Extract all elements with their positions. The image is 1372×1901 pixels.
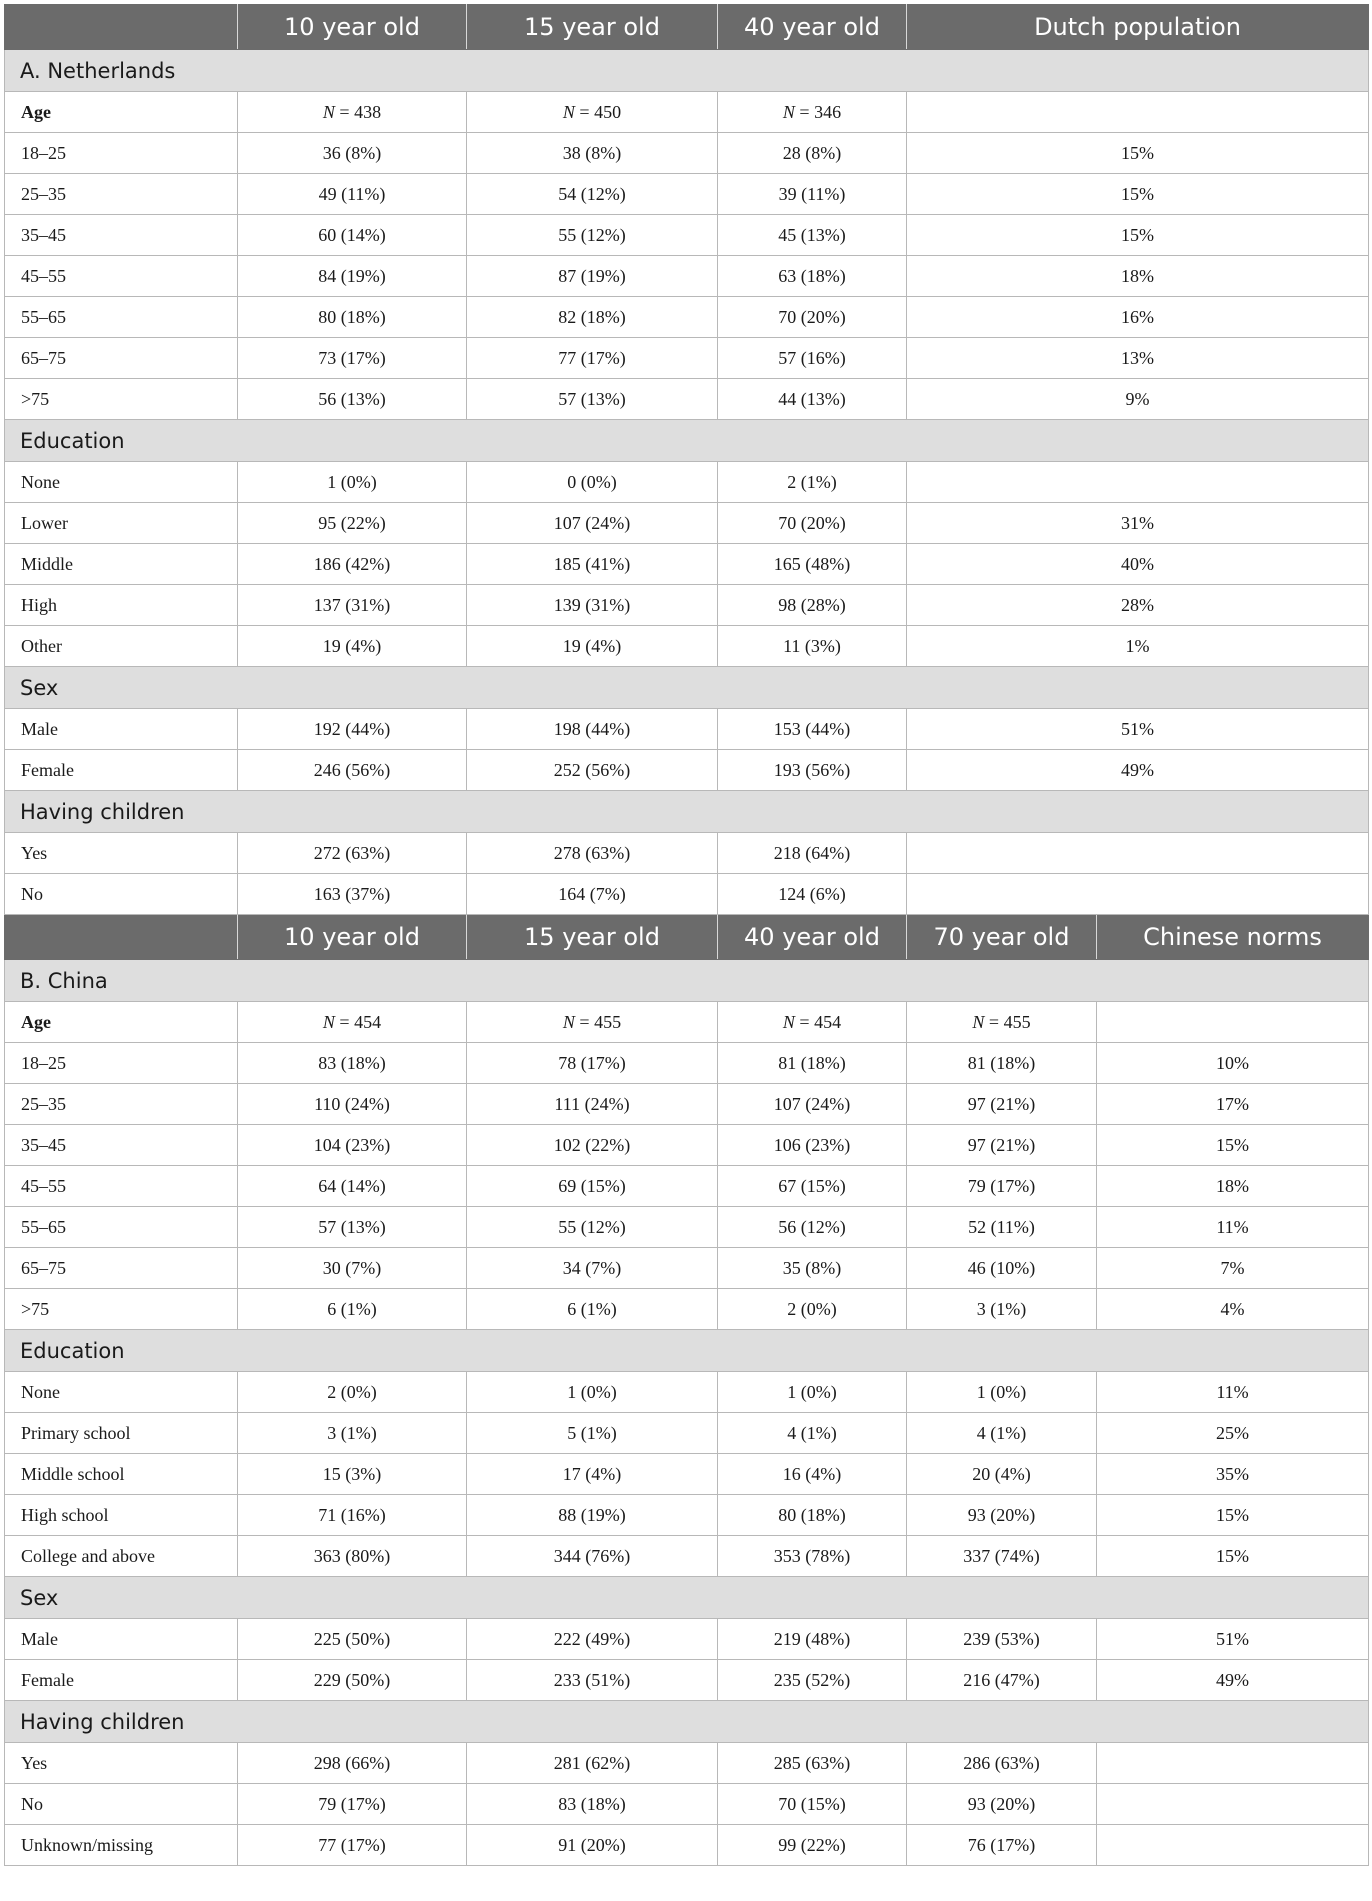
- count-cell: 286 (63%): [907, 1743, 1097, 1784]
- count-cell: 285 (63%): [718, 1743, 907, 1784]
- population-cell: [1097, 1784, 1369, 1825]
- population-cell: 17%: [1097, 1084, 1369, 1125]
- sample-size-cell: [907, 1002, 1097, 1043]
- equals-sign: =: [984, 1011, 1004, 1032]
- table-row: [5, 1289, 1369, 1330]
- count-cell: 186 (42%): [238, 544, 467, 585]
- population-cell: [907, 874, 1369, 915]
- section-title: Education: [5, 1330, 1369, 1372]
- table-row: [5, 1372, 1369, 1413]
- table-row: [5, 256, 1369, 297]
- population-cell: [1097, 1002, 1369, 1043]
- row-label: 45–55: [5, 1166, 238, 1207]
- count-cell: 49 (11%): [238, 174, 467, 215]
- count-cell: 107 (24%): [718, 1084, 907, 1125]
- population-cell: 28%: [907, 585, 1369, 626]
- column-header: 40 year old: [718, 915, 907, 960]
- sample-size-value: 455: [1003, 1011, 1031, 1032]
- count-cell: 124 (6%): [718, 874, 907, 915]
- count-cell: 76 (17%): [907, 1825, 1097, 1866]
- row-label: None: [5, 1372, 238, 1413]
- count-cell: 192 (44%): [238, 709, 467, 750]
- count-cell: 1 (0%): [718, 1372, 907, 1413]
- count-cell: 107 (24%): [467, 503, 718, 544]
- table-row: [5, 833, 1369, 874]
- count-cell: 80 (18%): [718, 1495, 907, 1536]
- count-cell: 363 (80%): [238, 1536, 467, 1577]
- count-cell: 233 (51%): [467, 1660, 718, 1701]
- count-cell: 38 (8%): [467, 133, 718, 174]
- sample-size-cell: [467, 1002, 718, 1043]
- count-cell: 278 (63%): [467, 833, 718, 874]
- population-cell: 13%: [907, 338, 1369, 379]
- row-label: Male: [5, 709, 238, 750]
- table-row: [5, 1454, 1369, 1495]
- count-cell: 218 (64%): [718, 833, 907, 874]
- row-label: College and above: [5, 1536, 238, 1577]
- equals-sign: =: [334, 101, 355, 122]
- count-cell: 78 (17%): [467, 1043, 718, 1084]
- count-cell: 5 (1%): [467, 1413, 718, 1454]
- row-label: No: [5, 874, 238, 915]
- equals-sign: =: [334, 1011, 355, 1032]
- row-label: >75: [5, 1289, 238, 1330]
- column-header-row: [5, 915, 1369, 960]
- population-cell: 7%: [1097, 1248, 1369, 1289]
- count-cell: 163 (37%): [238, 874, 467, 915]
- section-education: [5, 1330, 1369, 1372]
- count-cell: 77 (17%): [467, 338, 718, 379]
- section-title: B. China: [5, 960, 1369, 1002]
- section-title: Having children: [5, 1701, 1369, 1743]
- count-cell: 71 (16%): [238, 1495, 467, 1536]
- n-symbol: N: [322, 1011, 335, 1032]
- count-cell: 15 (3%): [238, 1454, 467, 1495]
- sample-size-row: [5, 92, 1369, 133]
- row-label: Lower: [5, 503, 238, 544]
- count-cell: 2 (0%): [718, 1289, 907, 1330]
- population-cell: 15%: [907, 174, 1369, 215]
- column-header: 15 year old: [467, 5, 718, 50]
- count-cell: 56 (13%): [238, 379, 467, 420]
- count-cell: 81 (18%): [718, 1043, 907, 1084]
- count-cell: 111 (24%): [467, 1084, 718, 1125]
- population-cell: 18%: [1097, 1166, 1369, 1207]
- sample-size-cell: [467, 92, 718, 133]
- n-symbol: N: [782, 101, 795, 122]
- row-label: 35–45: [5, 1125, 238, 1166]
- table-row: [5, 1660, 1369, 1701]
- column-header: 15 year old: [467, 915, 718, 960]
- column-header: 70 year old: [907, 915, 1097, 960]
- population-cell: 40%: [907, 544, 1369, 585]
- demographics-table-container: [4, 4, 1368, 1866]
- column-header: Chinese norms: [1097, 915, 1369, 960]
- equals-sign: =: [574, 101, 595, 122]
- sample-size-value: 454: [814, 1011, 842, 1032]
- count-cell: 281 (62%): [467, 1743, 718, 1784]
- sample-size-value: 346: [814, 101, 842, 122]
- row-label: 35–45: [5, 215, 238, 256]
- count-cell: 57 (16%): [718, 338, 907, 379]
- table-row: [5, 709, 1369, 750]
- count-cell: 219 (48%): [718, 1619, 907, 1660]
- n-symbol: N: [562, 1011, 575, 1032]
- count-cell: 73 (17%): [238, 338, 467, 379]
- count-cell: 16 (4%): [718, 1454, 907, 1495]
- count-cell: 4 (1%): [907, 1413, 1097, 1454]
- n-symbol: N: [782, 1011, 795, 1032]
- population-cell: 1%: [907, 626, 1369, 667]
- table-row: [5, 544, 1369, 585]
- row-label: Middle: [5, 544, 238, 585]
- count-cell: 91 (20%): [467, 1825, 718, 1866]
- section-having-children: [5, 1701, 1369, 1743]
- count-cell: 46 (10%): [907, 1248, 1097, 1289]
- row-label: None: [5, 462, 238, 503]
- population-cell: 51%: [1097, 1619, 1369, 1660]
- count-cell: 93 (20%): [907, 1495, 1097, 1536]
- column-header: 10 year old: [238, 5, 467, 50]
- row-label: 55–65: [5, 1207, 238, 1248]
- sample-size-row: [5, 1002, 1369, 1043]
- count-cell: 3 (1%): [238, 1413, 467, 1454]
- count-cell: 252 (56%): [467, 750, 718, 791]
- count-cell: 87 (19%): [467, 256, 718, 297]
- count-cell: 54 (12%): [467, 174, 718, 215]
- table-row: [5, 1207, 1369, 1248]
- count-cell: 216 (47%): [907, 1660, 1097, 1701]
- row-label: High school: [5, 1495, 238, 1536]
- population-cell: 49%: [1097, 1660, 1369, 1701]
- count-cell: 6 (1%): [238, 1289, 467, 1330]
- section-title: Education: [5, 420, 1369, 462]
- population-cell: 15%: [1097, 1495, 1369, 1536]
- sample-size-cell: [238, 1002, 467, 1043]
- count-cell: 93 (20%): [907, 1784, 1097, 1825]
- population-cell: 15%: [1097, 1536, 1369, 1577]
- count-cell: 79 (17%): [907, 1166, 1097, 1207]
- count-cell: 0 (0%): [467, 462, 718, 503]
- count-cell: 70 (15%): [718, 1784, 907, 1825]
- count-cell: 44 (13%): [718, 379, 907, 420]
- count-cell: 1 (0%): [238, 462, 467, 503]
- count-cell: 344 (76%): [467, 1536, 718, 1577]
- count-cell: 55 (12%): [467, 1207, 718, 1248]
- column-header: Dutch population: [907, 5, 1369, 50]
- row-label: Yes: [5, 1743, 238, 1784]
- count-cell: 139 (31%): [467, 585, 718, 626]
- section-title: Sex: [5, 667, 1369, 709]
- count-cell: 55 (12%): [467, 215, 718, 256]
- section-having-children: [5, 791, 1369, 833]
- table-row: [5, 1043, 1369, 1084]
- count-cell: 185 (41%): [467, 544, 718, 585]
- population-cell: 51%: [907, 709, 1369, 750]
- table-row: [5, 626, 1369, 667]
- population-cell: [907, 92, 1369, 133]
- count-cell: 64 (14%): [238, 1166, 467, 1207]
- row-label: Middle school: [5, 1454, 238, 1495]
- row-label: Unknown/missing: [5, 1825, 238, 1866]
- count-cell: 99 (22%): [718, 1825, 907, 1866]
- count-cell: 83 (18%): [238, 1043, 467, 1084]
- count-cell: 98 (28%): [718, 585, 907, 626]
- column-header: 10 year old: [238, 915, 467, 960]
- population-cell: 25%: [1097, 1413, 1369, 1454]
- count-cell: 45 (13%): [718, 215, 907, 256]
- count-cell: 39 (11%): [718, 174, 907, 215]
- count-cell: 70 (20%): [718, 297, 907, 338]
- row-label: Female: [5, 1660, 238, 1701]
- count-cell: 97 (21%): [907, 1084, 1097, 1125]
- count-cell: 83 (18%): [467, 1784, 718, 1825]
- table-row: [5, 133, 1369, 174]
- section-education: [5, 420, 1369, 462]
- row-label: Yes: [5, 833, 238, 874]
- column-header: [5, 5, 238, 50]
- count-cell: 137 (31%): [238, 585, 467, 626]
- count-cell: 70 (20%): [718, 503, 907, 544]
- row-label: 65–75: [5, 1248, 238, 1289]
- population-cell: 16%: [907, 297, 1369, 338]
- sample-size-cell: [718, 1002, 907, 1043]
- count-cell: 102 (22%): [467, 1125, 718, 1166]
- column-header-row: [5, 5, 1369, 50]
- population-cell: 4%: [1097, 1289, 1369, 1330]
- demographics-table: [4, 4, 1369, 1866]
- row-label: 65–75: [5, 338, 238, 379]
- table-row: [5, 1248, 1369, 1289]
- sample-size-value: 454: [354, 1011, 382, 1032]
- section-title: Having children: [5, 791, 1369, 833]
- count-cell: 69 (15%): [467, 1166, 718, 1207]
- population-cell: 11%: [1097, 1207, 1369, 1248]
- count-cell: 353 (78%): [718, 1536, 907, 1577]
- table-row: [5, 1743, 1369, 1784]
- panel-title: [5, 960, 1369, 1002]
- table-row: [5, 215, 1369, 256]
- table-row: [5, 1084, 1369, 1125]
- count-cell: 298 (66%): [238, 1743, 467, 1784]
- count-cell: 6 (1%): [467, 1289, 718, 1330]
- table-row: [5, 874, 1369, 915]
- section-sex: [5, 1577, 1369, 1619]
- table-row: [5, 503, 1369, 544]
- count-cell: 19 (4%): [467, 626, 718, 667]
- column-header: 40 year old: [718, 5, 907, 50]
- count-cell: 63 (18%): [718, 256, 907, 297]
- population-cell: 10%: [1097, 1043, 1369, 1084]
- population-cell: 35%: [1097, 1454, 1369, 1495]
- count-cell: 88 (19%): [467, 1495, 718, 1536]
- count-cell: 57 (13%): [467, 379, 718, 420]
- row-label: 18–25: [5, 1043, 238, 1084]
- table-row: [5, 585, 1369, 626]
- population-cell: 18%: [907, 256, 1369, 297]
- table-row: [5, 1784, 1369, 1825]
- table-row: [5, 1825, 1369, 1866]
- n-symbol: N: [562, 101, 575, 122]
- table-row: [5, 1619, 1369, 1660]
- equals-sign: =: [574, 1011, 595, 1032]
- section-sex: [5, 667, 1369, 709]
- count-cell: 20 (4%): [907, 1454, 1097, 1495]
- table-row: [5, 379, 1369, 420]
- count-cell: 153 (44%): [718, 709, 907, 750]
- count-cell: 80 (18%): [238, 297, 467, 338]
- sample-size-cell: [718, 92, 907, 133]
- table-row: [5, 338, 1369, 379]
- population-cell: [1097, 1743, 1369, 1784]
- row-label: 45–55: [5, 256, 238, 297]
- count-cell: 95 (22%): [238, 503, 467, 544]
- equals-sign: =: [794, 1011, 815, 1032]
- row-label: Other: [5, 626, 238, 667]
- count-cell: 36 (8%): [238, 133, 467, 174]
- count-cell: 198 (44%): [467, 709, 718, 750]
- section-title: A. Netherlands: [5, 50, 1369, 92]
- count-cell: 272 (63%): [238, 833, 467, 874]
- table-row: [5, 1413, 1369, 1454]
- count-cell: 60 (14%): [238, 215, 467, 256]
- count-cell: 57 (13%): [238, 1207, 467, 1248]
- sample-size-value: 450: [594, 101, 622, 122]
- count-cell: 1 (0%): [467, 1372, 718, 1413]
- count-cell: 19 (4%): [238, 626, 467, 667]
- table-row: [5, 1125, 1369, 1166]
- count-cell: 164 (7%): [467, 874, 718, 915]
- sample-size-value: 455: [594, 1011, 622, 1032]
- count-cell: 239 (53%): [907, 1619, 1097, 1660]
- count-cell: 229 (50%): [238, 1660, 467, 1701]
- count-cell: 2 (1%): [718, 462, 907, 503]
- table-row: [5, 1166, 1369, 1207]
- count-cell: 193 (56%): [718, 750, 907, 791]
- population-cell: [907, 462, 1369, 503]
- count-cell: 165 (48%): [718, 544, 907, 585]
- population-cell: 15%: [907, 215, 1369, 256]
- count-cell: 106 (23%): [718, 1125, 907, 1166]
- count-cell: 110 (24%): [238, 1084, 467, 1125]
- sample-size-cell: [238, 92, 467, 133]
- row-label: 25–35: [5, 1084, 238, 1125]
- population-cell: [907, 833, 1369, 874]
- table-row: [5, 1536, 1369, 1577]
- count-cell: 104 (23%): [238, 1125, 467, 1166]
- row-label: 18–25: [5, 133, 238, 174]
- count-cell: 4 (1%): [718, 1413, 907, 1454]
- count-cell: 84 (19%): [238, 256, 467, 297]
- count-cell: 30 (7%): [238, 1248, 467, 1289]
- population-cell: 15%: [1097, 1125, 1369, 1166]
- count-cell: 11 (3%): [718, 626, 907, 667]
- n-symbol: N: [322, 101, 335, 122]
- population-cell: 11%: [1097, 1372, 1369, 1413]
- count-cell: 222 (49%): [467, 1619, 718, 1660]
- count-cell: 34 (7%): [467, 1248, 718, 1289]
- count-cell: 79 (17%): [238, 1784, 467, 1825]
- row-label: Male: [5, 1619, 238, 1660]
- row-label: >75: [5, 379, 238, 420]
- row-label: 55–65: [5, 297, 238, 338]
- row-label: Female: [5, 750, 238, 791]
- table-row: [5, 1495, 1369, 1536]
- count-cell: 28 (8%): [718, 133, 907, 174]
- table-row: [5, 174, 1369, 215]
- count-cell: 97 (21%): [907, 1125, 1097, 1166]
- table-row: [5, 750, 1369, 791]
- count-cell: 225 (50%): [238, 1619, 467, 1660]
- count-cell: 52 (11%): [907, 1207, 1097, 1248]
- table-row: [5, 462, 1369, 503]
- count-cell: 82 (18%): [467, 297, 718, 338]
- count-cell: 35 (8%): [718, 1248, 907, 1289]
- population-cell: 31%: [907, 503, 1369, 544]
- count-cell: 235 (52%): [718, 1660, 907, 1701]
- row-label: No: [5, 1784, 238, 1825]
- count-cell: 1 (0%): [907, 1372, 1097, 1413]
- sample-size-value: 438: [354, 101, 382, 122]
- row-label: Primary school: [5, 1413, 238, 1454]
- n-symbol: N: [972, 1011, 985, 1032]
- count-cell: 77 (17%): [238, 1825, 467, 1866]
- count-cell: 2 (0%): [238, 1372, 467, 1413]
- count-cell: 56 (12%): [718, 1207, 907, 1248]
- population-cell: 15%: [907, 133, 1369, 174]
- count-cell: 81 (18%): [907, 1043, 1097, 1084]
- population-cell: 9%: [907, 379, 1369, 420]
- count-cell: 337 (74%): [907, 1536, 1097, 1577]
- row-label: 25–35: [5, 174, 238, 215]
- population-cell: [1097, 1825, 1369, 1866]
- count-cell: 67 (15%): [718, 1166, 907, 1207]
- section-title: Sex: [5, 1577, 1369, 1619]
- equals-sign: =: [794, 101, 815, 122]
- column-header: [5, 915, 238, 960]
- panel-title: [5, 50, 1369, 92]
- row-label: Age: [5, 92, 238, 133]
- count-cell: 17 (4%): [467, 1454, 718, 1495]
- count-cell: 246 (56%): [238, 750, 467, 791]
- row-label: High: [5, 585, 238, 626]
- table-row: [5, 297, 1369, 338]
- population-cell: 49%: [907, 750, 1369, 791]
- row-label: Age: [5, 1002, 238, 1043]
- count-cell: 3 (1%): [907, 1289, 1097, 1330]
